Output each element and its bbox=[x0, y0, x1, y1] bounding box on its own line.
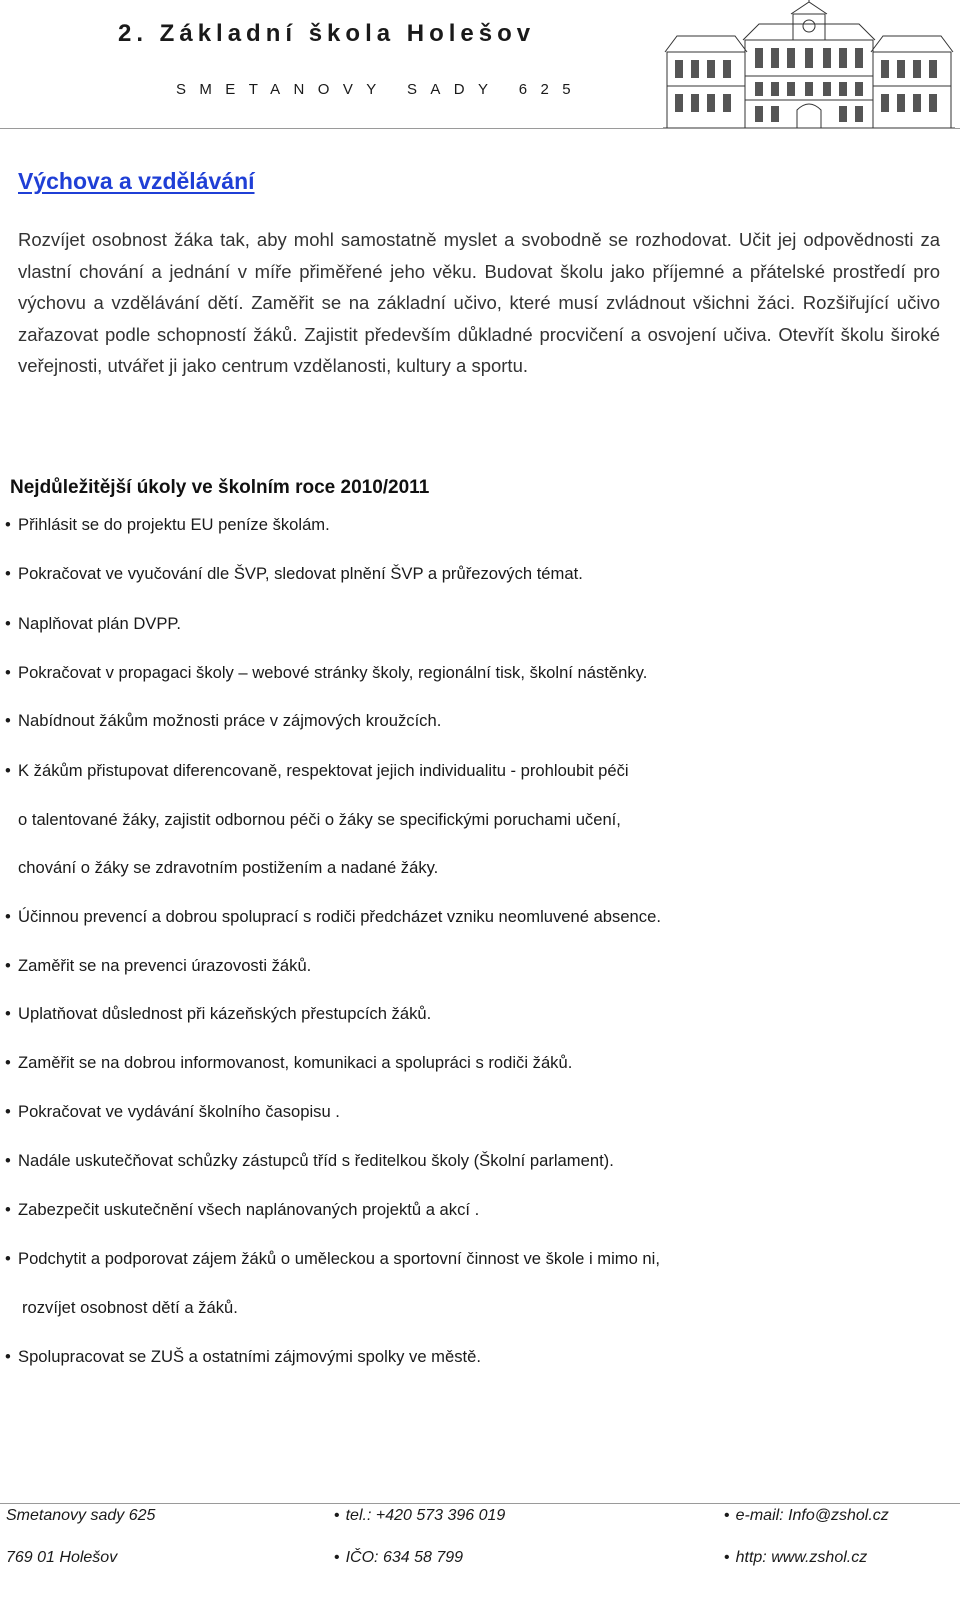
task-item bbox=[5, 614, 181, 634]
footer-street: Smetanovy sady 625 bbox=[6, 1507, 156, 1524]
task-item bbox=[5, 663, 647, 683]
school-address: SMETANOVY SADY 625 bbox=[176, 81, 584, 98]
task-item bbox=[5, 515, 330, 535]
task-text: Uplatňovat důslednost při kázeňských přestupcích žáků. bbox=[18, 1004, 432, 1023]
task-item bbox=[5, 1004, 431, 1024]
tasks-heading: Nejdůležitější úkoly ve školním roce 2010/2011 bbox=[10, 477, 430, 498]
intro-paragraph: Rozvíjet osobnost žáka tak, aby mohl samostatně myslet a svobodně se rozhodovat. Učit jej odpovědnosti za vlastní chování a jednání v míře přiměřené jeho věku. Budovat školu jako příjemné a přátelské prostředí pro výchovu a vzdělávání dětí. Zaměřit se na základní učivo, které musí zvládnout všichni žáci. Rozšiřující učivo zařazovat podle schopností žáků. Zajistit především důkladné procvičení a osvojení učiva. Otevřít školu široké veřejnosti, utvářet ji jako centrum vzdělanosti, kultury a sportu. bbox=[18, 229, 940, 377]
bullet-icon: • bbox=[5, 663, 11, 682]
task-text: Účinnou prevencí a dobrou spoluprací s rodiči předcházet vzniku neomluvené absence. bbox=[18, 907, 661, 926]
task-text: Nadále uskutečňovat schůzky zástupců tříd s ředitelkou školy (Školní parlament). bbox=[18, 1151, 614, 1170]
bullet-icon: • bbox=[5, 956, 11, 975]
bullet-icon: • bbox=[5, 711, 11, 730]
footer-city: 769 01 Holešov bbox=[6, 1549, 118, 1566]
page-header bbox=[0, 0, 960, 130]
bullet-icon: • bbox=[5, 1200, 11, 1219]
task-item-continuation bbox=[18, 810, 621, 830]
task-text: Podchytit a podporovat zájem žáků o uměleckou a sportovní činnost ve škole i mimo ni, bbox=[18, 1249, 660, 1268]
task-text: Naplňovat plán DVPP. bbox=[18, 614, 181, 633]
task-text: rozvíjet osobnost dětí a žáků. bbox=[22, 1298, 238, 1317]
task-text: Přihlásit se do projektu EU peníze školám. bbox=[18, 515, 330, 534]
task-text: Zaměřit se na prevenci úrazovosti žáků. bbox=[18, 956, 312, 975]
footer-bullet: • bbox=[724, 1549, 730, 1566]
task-item bbox=[5, 564, 583, 584]
footer-ico bbox=[334, 1549, 463, 1567]
bullet-icon: • bbox=[5, 1151, 11, 1170]
task-item bbox=[5, 1102, 340, 1122]
footer-ico-text: IČO: 634 58 799 bbox=[345, 1549, 464, 1566]
bullet-icon: • bbox=[5, 1249, 11, 1268]
task-item bbox=[5, 956, 311, 976]
footer-web bbox=[724, 1549, 867, 1567]
bullet-icon: • bbox=[5, 907, 11, 926]
bullet-icon: • bbox=[5, 1004, 11, 1023]
task-text: chování o žáky se zdravotním postižením a nadané žáky. bbox=[18, 858, 439, 877]
section-title: Výchova a vzdělávání bbox=[18, 168, 255, 194]
task-text: Nabídnout žákům možnosti práce v zájmových kroužcích. bbox=[18, 711, 442, 730]
footer-bullet: • bbox=[724, 1507, 730, 1524]
bullet-icon: • bbox=[5, 1053, 11, 1072]
task-item-continuation bbox=[22, 1298, 238, 1318]
task-item bbox=[5, 761, 629, 781]
task-item bbox=[5, 907, 661, 927]
task-item bbox=[5, 711, 441, 731]
footer-email-text: e-mail: Info@zshol.cz bbox=[735, 1507, 889, 1524]
task-item bbox=[5, 1200, 479, 1220]
task-text: Pokračovat v propagaci školy – webové stránky školy, regionální tisk, školní nástěnky. bbox=[18, 663, 648, 682]
task-text: Pokračovat ve vydávání školního časopisu . bbox=[18, 1102, 340, 1121]
task-text: Zabezpečit uskutečnění všech naplánovaných projektů a akcí . bbox=[18, 1200, 480, 1219]
task-text: Pokračovat ve vyučování dle ŠVP, sledovat plnění ŠVP a průřezových témat. bbox=[18, 564, 583, 583]
task-text: o talentované žáky, zajistit odbornou péči o žáky se specifickými poruchami učení, bbox=[18, 810, 621, 829]
task-text: K žákům přistupovat diferencovaně, respektovat jejich individualitu - prohloubit péči bbox=[18, 761, 629, 780]
footer-phone-text: tel.: +420 573 396 019 bbox=[345, 1507, 506, 1524]
task-item bbox=[5, 1053, 572, 1073]
header-divider bbox=[0, 128, 960, 129]
footer-divider bbox=[0, 1503, 960, 1504]
footer-bullet: • bbox=[334, 1549, 340, 1566]
footer-web-text: http: www.zshol.cz bbox=[735, 1549, 868, 1566]
school-building-drawing bbox=[663, 0, 955, 132]
task-item bbox=[5, 1151, 614, 1171]
task-text: Zaměřit se na dobrou informovanost, komunikaci a spolupráci s rodiči žáků. bbox=[18, 1053, 573, 1072]
bullet-icon: • bbox=[5, 1102, 11, 1121]
bullet-icon: • bbox=[5, 761, 11, 780]
footer-email bbox=[724, 1507, 889, 1525]
bullet-icon: • bbox=[5, 564, 11, 583]
bullet-icon: • bbox=[5, 515, 11, 534]
task-text: Spolupracovat se ZUŠ a ostatními zájmovými spolky ve městě. bbox=[18, 1347, 481, 1366]
bullet-icon: • bbox=[5, 614, 11, 633]
task-item bbox=[5, 1249, 660, 1269]
footer-bullet: • bbox=[334, 1507, 340, 1524]
task-item bbox=[5, 1347, 481, 1367]
bullet-icon: • bbox=[5, 1347, 11, 1366]
school-name: 2. Základní škola Holešov bbox=[118, 20, 536, 47]
footer-phone bbox=[334, 1507, 505, 1525]
task-item-continuation bbox=[18, 858, 438, 878]
